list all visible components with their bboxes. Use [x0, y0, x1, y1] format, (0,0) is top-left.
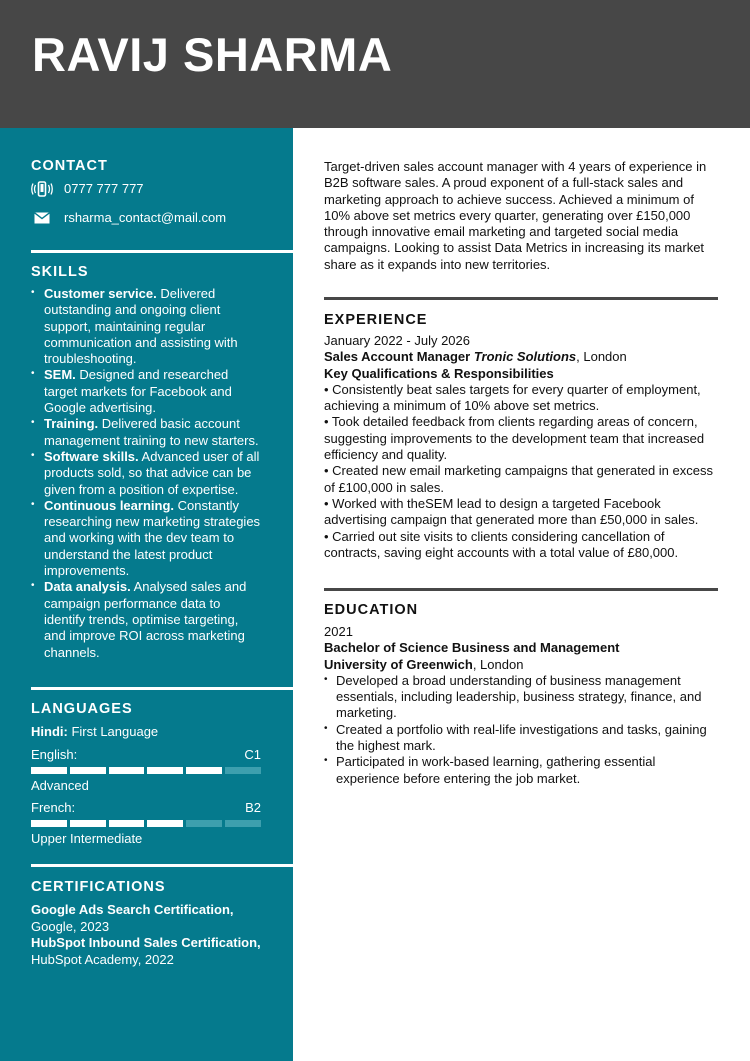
language-description: Upper Intermediate: [31, 831, 143, 846]
skill-item: • SEM. Designed and researched target markets for Facebook and Google advertising.: [31, 367, 261, 416]
header-band: [0, 0, 750, 128]
education-heading: EDUCATION: [324, 602, 419, 618]
experience-heading: EXPERIENCE: [324, 312, 428, 328]
language-name: English:: [31, 747, 78, 762]
summary-divider: [324, 297, 718, 300]
language-level: B2: [245, 800, 261, 815]
experience-bullet: • Consistently beat sales targets for every quarter of employment, achieving a minimum of 10% above set metrics.: [324, 381, 701, 414]
languages-divider: [31, 864, 293, 867]
education-bullet: • Created a portfolio with real-life investigations and tasks, gaining the highest mark.: [324, 722, 720, 755]
phone-number: 0777 777 777: [64, 181, 144, 196]
education-degree: Bachelor of Science Business and Management: [324, 640, 620, 656]
phone-row: [31, 181, 261, 197]
education-bullets: [324, 673, 720, 787]
experience-bullet: • Carried out site visits to clients considering cancellation of contracts, saving eight accounts with a total value of £80,000.: [324, 528, 679, 560]
experience-divider: [324, 588, 718, 591]
skills-list: [31, 286, 261, 661]
experience-bullet: • Took detailed feedback from clients regarding areas of concern, suggesting improvements to the development team that increased efficiency and quality.: [324, 414, 705, 463]
skill-item: • Training. Delivered basic account management training to new starters.: [31, 416, 261, 449]
language-level: C1: [244, 747, 261, 762]
language-name: French:: [31, 800, 76, 815]
skill-item: • Data analysis. Analysed sales and campaign performance data to identify trends, optimise targeting, and improve ROI across marketing channels.: [31, 579, 261, 660]
contact-heading: CONTACT: [31, 158, 108, 174]
certification-item: Google Ads Search Certification, Google, 2023: [31, 902, 234, 934]
language-french: [31, 800, 261, 847]
experience-bullet: • Created new email marketing campaigns that generated in excess of £100,000 in sales.: [324, 463, 713, 495]
experience-dates: January 2022 - July 2026: [324, 333, 470, 348]
native-language: Hindi: First Language: [31, 724, 159, 739]
proficiency-bar: [31, 767, 261, 774]
skills-divider: [31, 687, 293, 690]
education-section: [324, 601, 720, 787]
skill-item: • Continuous learning. Constantly researching new marketing strategies and working with the dev team to understand the latest product improvements.: [31, 498, 261, 579]
skill-item: • Customer service. Delivered outstanding and ongoing client support, maintaining regular communication and assisting with troubleshooting.: [31, 286, 261, 367]
experience-section: [324, 311, 720, 561]
candidate-name: RAVIJ SHARMA: [32, 28, 393, 81]
summary-text: Target-driven sales account manager with 4 years of experience in B2B software sales. A proud exponent of a full-stack sales and marketing approach to achieve success. Achieved a minimum of 10% above set metrics every quarter, generating over £150,000 through innovative email marketing and targeted social media campaigns. Looking to assist Data Metrics in increasing its market share as it expands into new territories.: [324, 159, 707, 272]
summary-section: [324, 159, 720, 273]
contact-section: [31, 157, 261, 226]
email-address: rsharma_contact@mail.com: [64, 210, 227, 225]
skills-section: [31, 263, 261, 661]
certification-item: HubSpot Inbound Sales Certification, HubSpot Academy, 2022: [31, 935, 261, 967]
contact-divider: [31, 250, 293, 253]
education-year: 2021: [324, 624, 353, 639]
proficiency-bar: [31, 820, 261, 827]
certifications-heading: CERTIFICATIONS: [31, 879, 166, 895]
phone-icon: [31, 181, 53, 197]
education-school: University of Greenwich, London: [324, 656, 524, 672]
certifications-section: [31, 878, 261, 968]
education-bullet: • Developed a broad understanding of business management essentials, including leadership, business strategy, finance, and marketing.: [324, 673, 720, 722]
skills-heading: SKILLS: [31, 264, 89, 280]
language-description: Advanced: [31, 778, 89, 793]
experience-bullet: • Worked with theSEM lead to design a targeted Facebook advertising campaign that generated more than £50,000 in sales.: [324, 495, 699, 528]
experience-title: Sales Account Manager Tronic Solutions, London: [324, 349, 627, 365]
email-row: [31, 210, 261, 226]
mail-icon: [31, 212, 53, 224]
education-bullet: • Participated in work-based learning, gathering essential experience before entering the job market.: [324, 754, 720, 787]
languages-heading: LANGUAGES: [31, 701, 133, 717]
skill-item: • Software skills. Advanced user of all products sold, so that advice can be given from a position of expertise.: [31, 449, 261, 498]
languages-section: [31, 700, 261, 847]
language-english: [31, 747, 261, 794]
experience-subheading: Key Qualifications & Responsibilities: [324, 365, 554, 381]
